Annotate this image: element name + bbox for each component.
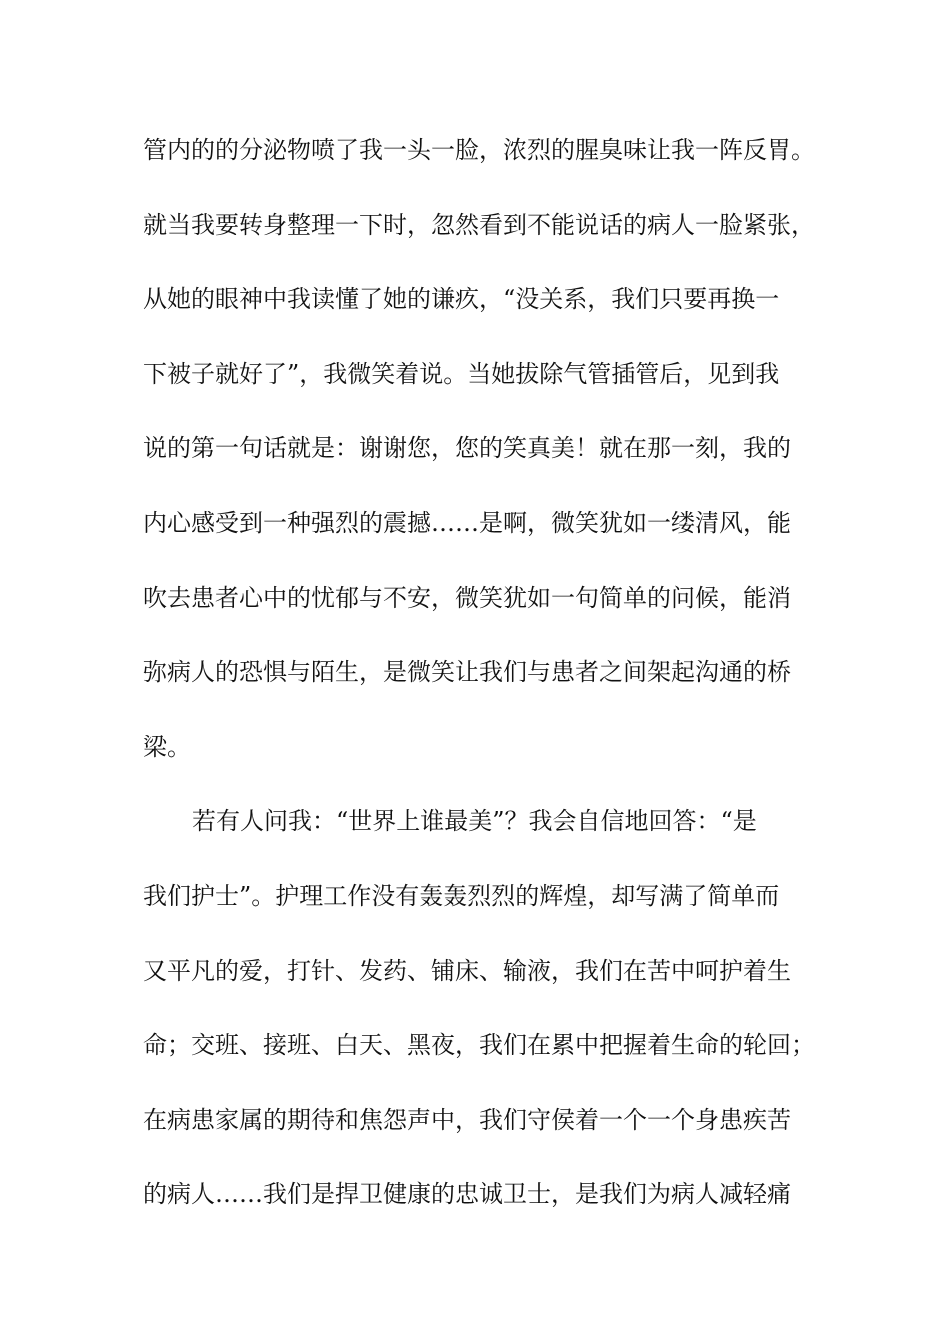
text-line: 内心感受到一种强烈的震撼……是啊，微笑犹如一缕清风，能 xyxy=(143,508,791,537)
text-line: 管内的的分泌物喷了我一头一脸，浓烈的腥臭味让我一阵反胃。 xyxy=(143,136,815,164)
text-line: 吹去患者心中的忧郁与不安，微笑犹如一句简单的问候，能消 xyxy=(143,583,791,612)
text-line: 梁。 xyxy=(143,732,191,761)
text-line: 又平凡的爱，打针、发药、铺床、输液，我们在苦中呵护着生 xyxy=(143,956,791,985)
text-line: 在病患家属的期待和焦怨声中，我们守侯着一个一个身患疾苦 xyxy=(143,1105,791,1134)
text-line: 就当我要转身整理一下时，忽然看到不能说话的病人一脸紧张， xyxy=(143,210,815,239)
text-line: 说的第一句话就是：谢谢您，您的笑真美！就在那一刻，我的 xyxy=(143,434,791,463)
text-line: 从她的眼神中我读懂了她的谦疚，“没关系，我们只要再换一 xyxy=(143,285,780,314)
text-line: 弥病人的恐惧与陌生，是微笑让我们与患者之间架起沟通的桥 xyxy=(143,658,791,687)
text-line: 的病人……我们是捍卫健康的忠诚卫士，是我们为病人减轻痛 xyxy=(143,1180,791,1209)
text-line: 下被子就好了”，我微笑着说。当她拔除气管插管后，见到我 xyxy=(143,359,780,388)
paragraph-start-line: 若有人问我：“世界上谁最美”？我会自信地回答：“是 xyxy=(192,807,757,836)
text-line: 命；交班、接班、白天、黑夜，我们在累中把握着生命的轮回； xyxy=(143,1031,815,1060)
document-body xyxy=(143,126,823,1245)
text-line: 我们护士”。护理工作没有轰轰烈烈的辉煌，却写满了简单而 xyxy=(143,881,780,910)
